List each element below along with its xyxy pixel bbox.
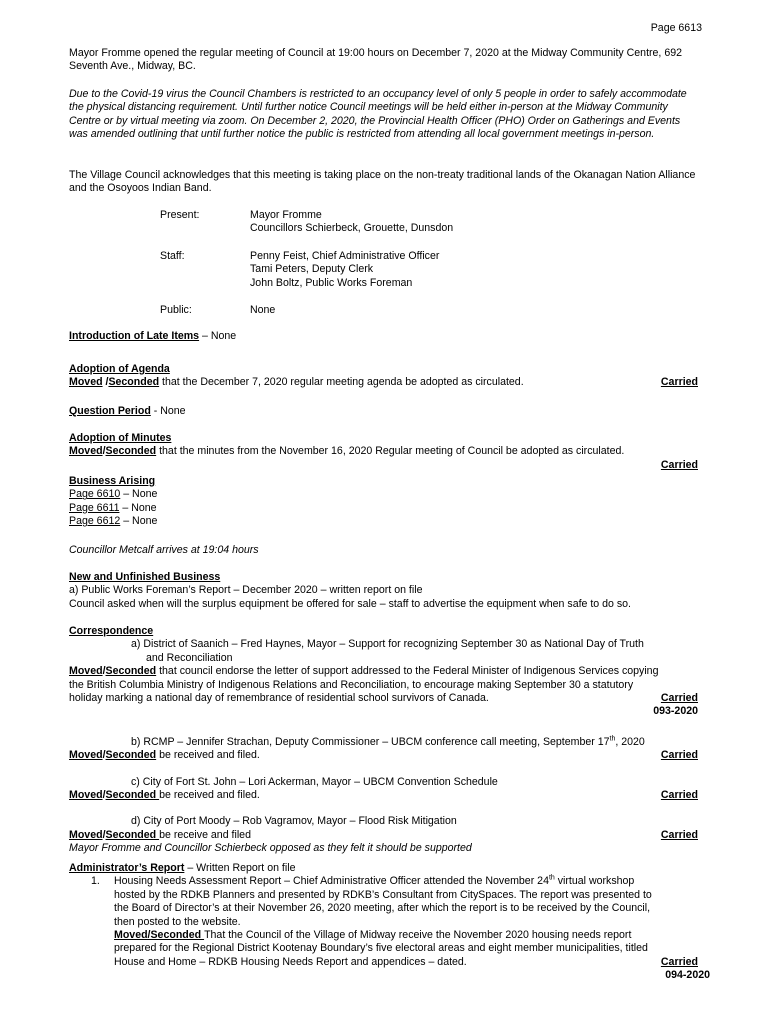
- correspondence-d-result: Carried: [660, 828, 698, 841]
- late-items-line: [69, 330, 698, 343]
- business-arising-section: [69, 475, 698, 529]
- agenda-motion-text: that the December 7, 2020 regular meeting agenda be adopted as circulated.: [159, 376, 524, 389]
- correspondence-c-motion-text: be received and filed.: [159, 789, 260, 802]
- present-mayor: Mayor Fromme: [250, 209, 322, 221]
- correspondence-c-title: c) City of Fort St. John – Lori Ackerman, Mayor – UBCM Convention Schedule: [131, 775, 498, 788]
- page-number: Page 6613: [650, 22, 702, 34]
- housing-item-line2: hosted by the RDKB Planners and presented by RDKB’s Consultant from CitySpaces. The report was presented to: [114, 888, 652, 901]
- agenda-section: [69, 363, 698, 390]
- staff-label: Staff:: [160, 249, 185, 262]
- minutes-motion: [69, 445, 698, 458]
- present-label: Present:: [160, 209, 200, 221]
- correspondence-a-seconded: Seconded: [105, 665, 157, 678]
- correspondence-section: [69, 625, 698, 856]
- correspondence-c-seconded: Seconded: [105, 789, 160, 802]
- administrator-report-note: – Written Report on file: [184, 862, 296, 874]
- business-arising-item-text: – None: [120, 515, 158, 528]
- administrator-report-section: [69, 862, 710, 983]
- correspondence-b-motion: [69, 749, 698, 762]
- correspondence-d-motion-text: be receive and filed: [159, 828, 251, 841]
- housing-motion-line1: That the Council of the Village of Midway receive the November 2020 housing needs report: [204, 929, 632, 942]
- correspondence-a-result: Carried: [660, 692, 698, 705]
- correspondence-d-title: d) City of Port Moody – Rob Vagramov, Mayor – Flood Risk Mitigation: [131, 815, 457, 828]
- correspondence-a-motion: [69, 665, 698, 678]
- administrator-report-heading: Administrator’s Report: [69, 862, 185, 874]
- business-arising-item: [69, 515, 698, 528]
- staff-deputy-clerk: Tami Peters, Deputy Clerk: [250, 263, 374, 275]
- question-period-line: [69, 405, 698, 418]
- correspondence-a-title-cont: and Reconciliation: [146, 651, 233, 664]
- correspondence-b-result: Carried: [660, 749, 698, 762]
- correspondence-d-motion: [69, 829, 698, 842]
- page-link-6610[interactable]: Page 6610: [69, 488, 121, 501]
- minutes-motion-text: that the minutes from the November 16, 2020 Regular meeting of Council be adopted as circulated.: [156, 445, 625, 458]
- correspondence-d-seconded: Seconded: [105, 828, 160, 841]
- business-arising-item: [69, 488, 698, 501]
- agenda-moved: Moved: [69, 376, 103, 389]
- business-arising-heading: Business Arising: [69, 475, 156, 487]
- correspondence-d-opposition-note: Mayor Fromme and Councillor Schierbeck opposed as they felt it should be supported: [69, 842, 472, 855]
- correspondence-b-seconded: Seconded: [105, 749, 157, 762]
- agenda-slash: /: [102, 376, 109, 389]
- public-label: Public:: [160, 303, 192, 316]
- agenda-seconded: Seconded: [108, 376, 160, 389]
- minutes-heading: Adoption of Minutes: [69, 432, 172, 444]
- correspondence-a-moved: Moved: [69, 665, 103, 678]
- correspondence-b-text: b) RCMP – Jennifer Strachan, Deputy Commissioner – UBCM conference call meeting, September 17: [131, 735, 610, 748]
- present-councillors: Councillors Schierbeck, Grouette, Dunsdon: [250, 222, 454, 235]
- late-items-heading: Introduction of Late Items: [69, 330, 200, 342]
- covid-notice: Due to the Covid-19 virus the Council Chambers is restricted to an occupancy level of only 5 people in order to safely accommodate the physical distancing requirement. Until further notice Council meetings will be held either in-person at the Midway Community Centre or by virtual meeting via zoom. On December 2, 2020, the Provincial Health Officer (PHO) Order on Gatherings and Events was amended outlining that until further notice the public is restricted from attending all local government meetings in-person.: [69, 88, 687, 141]
- minutes-result: Carried: [660, 458, 698, 471]
- minutes-section: [69, 432, 698, 472]
- correspondence-d-moved: Moved: [69, 828, 103, 841]
- correspondence-heading: Correspondence: [69, 625, 154, 637]
- administrator-report-heading-line: [69, 862, 698, 875]
- correspondence-c-result: Carried: [660, 789, 698, 802]
- staff-cao: Penny Feist, Chief Administrative Officer: [250, 249, 440, 262]
- land-acknowledgement: The Village Council acknowledges that this meeting is taking place on the non-treaty traditional lands of the Okanagan Nation Alliance and the Osoyoos Indian Band.: [69, 169, 696, 195]
- resolution-number-094: 094-2020: [665, 969, 710, 982]
- correspondence-d-slash: /: [102, 828, 106, 841]
- new-business-section: [69, 571, 698, 611]
- minutes-seconded: Seconded: [105, 445, 157, 458]
- resolution-number-093: 093-2020: [653, 705, 698, 718]
- housing-moved-seconded: Moved/Seconded: [114, 929, 205, 942]
- minutes-moved: Moved: [69, 445, 103, 458]
- question-period-text: - None: [150, 405, 186, 417]
- housing-item-line3: the Board of Director’s at their November 26, 2020 meeting, after which the report is to be received by the Council,: [114, 902, 651, 915]
- staff-works-foreman: John Boltz, Public Works Foreman: [250, 276, 413, 289]
- correspondence-b-title: [69, 736, 698, 749]
- agenda-result: Carried: [660, 376, 698, 389]
- business-arising-item-text: – None: [120, 488, 158, 501]
- agenda-heading: Adoption of Agenda: [69, 363, 170, 375]
- housing-motion-line3: House and Home – RDKB Housing Needs Report and appendices – dated.: [114, 955, 467, 968]
- housing-needs-item: [69, 875, 698, 969]
- correspondence-a-motion-text: that council endorse the letter of support addressed to the Federal Minister of Indigenous Services copying: [156, 665, 659, 678]
- correspondence-a-slash: /: [102, 665, 106, 678]
- housing-item-line1: Housing Needs Assessment Report – Chief Administrative Officer attended the November 24: [114, 875, 549, 888]
- correspondence-a-motion-line2: the British Columbia Ministry of Indigenous Relations and Reconciliation, to encourage making September 30 a statutory: [69, 678, 634, 691]
- new-business-item-a: a) Public Works Foreman’s Report – December 2020 – written report on file: [69, 584, 423, 597]
- new-business-heading: New and Unfinished Business: [69, 571, 221, 583]
- housing-item-line4: then posted to the website.: [114, 915, 241, 928]
- housing-result: Carried: [660, 955, 698, 968]
- superscript-th: th: [548, 874, 555, 882]
- correspondence-b-motion-text: be received and filed.: [156, 749, 260, 762]
- minutes-slash: /: [102, 445, 106, 458]
- business-arising-item: [69, 502, 698, 515]
- new-business-discussion: Council asked when will the surplus equipment be offered for sale – staff to advertise the equipment when safe to do so.: [69, 597, 632, 610]
- correspondence-b-moved: Moved: [69, 749, 103, 762]
- correspondence-b-year: , 2020: [615, 735, 645, 748]
- correspondence-a-title: a) District of Saanich – Fred Haynes, Mayor – Support for recognizing September 30 as National Day of Truth: [131, 638, 644, 651]
- business-arising-item-text: – None: [119, 501, 157, 514]
- public-value: None: [250, 303, 276, 316]
- correspondence-a-motion-line3: holiday marking a national day of remembrance of residential school survivors of Canada.: [69, 692, 489, 705]
- page-link-6611[interactable]: Page 6611: [69, 501, 120, 514]
- correspondence-c-slash: /: [102, 789, 106, 802]
- correspondence-c-motion: [69, 789, 698, 802]
- attendance-block: [69, 209, 698, 319]
- superscript-th: th: [609, 735, 616, 743]
- correspondence-c-moved: Moved: [69, 789, 103, 802]
- metcalf-arrival-note: Councillor Metcalf arrives at 19:04 hours: [69, 544, 259, 556]
- housing-motion-line2: prepared for the Regional District Kootenay Boundary’s five electoral areas and eight member municipalities, titled: [114, 942, 648, 955]
- agenda-motion: [69, 376, 698, 389]
- opening-paragraph: Mayor Fromme opened the regular meeting of Council at 19:00 hours on December 7, 2020 at the Midway Community Centre, 692 Seventh Ave., Midway, BC.: [69, 47, 682, 73]
- question-period-heading: Question Period: [69, 405, 151, 417]
- page-link-6612[interactable]: Page 6612: [69, 515, 121, 528]
- housing-item-line1-end: virtual workshop: [554, 875, 635, 888]
- item-number: 1.: [91, 875, 100, 888]
- late-items-text: – None: [199, 330, 237, 342]
- correspondence-b-slash: /: [102, 749, 106, 762]
